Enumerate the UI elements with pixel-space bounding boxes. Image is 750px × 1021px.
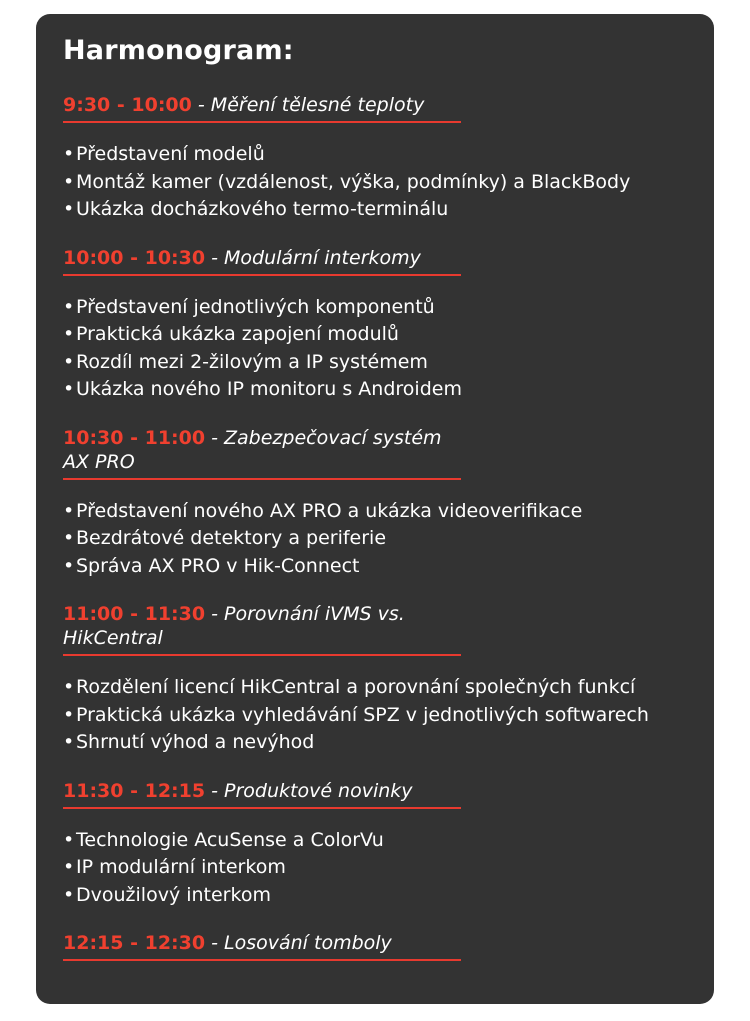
topic-items-list [63, 674, 688, 757]
time-range: 12:15 - 12:30 [63, 932, 206, 954]
list-item [63, 169, 688, 197]
topic-title: Zabezpečovací systém AX PRO [63, 426, 442, 473]
bullet-icon: • [63, 731, 75, 753]
list-item-text: Představení nového AX PRO a ukázka videoverifikace [76, 499, 583, 522]
list-item [63, 376, 688, 404]
schedule-section [63, 426, 688, 581]
bullet-icon: • [63, 676, 75, 698]
schedule-card [36, 14, 714, 1004]
separator: - [205, 246, 225, 269]
bullet-icon: • [63, 703, 75, 726]
list-item-text: Montáž kamer (vzdálenost, výška, podmínky) a BlackBody [76, 170, 631, 193]
list-item [63, 196, 688, 224]
time-slot-heading [63, 602, 461, 656]
topic-items-list [63, 827, 688, 910]
list-item [63, 674, 688, 702]
schedule-section [63, 779, 688, 910]
list-item-text: Rozdělení licencí HikCentral a porovnání společných funkcí [76, 676, 636, 698]
topic-items-list [63, 498, 688, 581]
time-range: 10:00 - 10:30 [63, 246, 206, 269]
list-item-text: Správa AX PRO v Hik-Connect [76, 554, 360, 577]
bullet-icon: • [63, 350, 75, 373]
list-item [63, 854, 688, 882]
bullet-icon: • [63, 499, 75, 522]
list-item-text: Praktická ukázka vyhledávání SPZ v jednotlivých softwarech [76, 703, 649, 726]
bullet-icon: • [63, 856, 75, 878]
bullet-icon: • [63, 828, 75, 851]
list-item-text: Představení jednotlivých komponentů [76, 295, 435, 318]
list-item [63, 882, 688, 910]
list-item-text: IP modulární interkom [76, 856, 286, 878]
list-item-text: Praktická ukázka zapojení modulů [76, 323, 399, 345]
list-item-text: Dvoužilový interkom [76, 883, 271, 906]
time-range: 11:30 - 12:15 [63, 779, 206, 802]
list-item-text: Představení modelů [76, 143, 265, 165]
separator: - [191, 94, 211, 116]
list-item [63, 702, 688, 730]
topic-items-list [63, 294, 688, 404]
bullet-icon: • [63, 554, 75, 577]
separator: - [205, 779, 225, 802]
bullet-icon: • [63, 883, 75, 906]
list-item [63, 349, 688, 377]
bullet-icon: • [63, 378, 75, 400]
list-item [63, 321, 688, 349]
list-item-text: Shrnutí výhod a nevýhod [76, 731, 315, 753]
list-item [63, 553, 688, 581]
list-item [63, 827, 688, 855]
list-item [63, 294, 688, 322]
separator: - [205, 932, 225, 954]
list-item-text: Bezdrátové detektory a periferie [76, 527, 387, 549]
topic-title: Losování tomboly [224, 932, 392, 954]
separator: - [205, 426, 225, 449]
list-item-text: Rozdíl mezi 2-žilovým a IP systémem [76, 350, 428, 373]
bullet-icon: • [63, 170, 75, 193]
list-item-text: Technologie AcuSense a ColorVu [76, 828, 384, 851]
bullet-icon: • [63, 323, 75, 345]
topic-title: Porovnání iVMS vs. HikCentral [63, 603, 405, 649]
list-item [63, 729, 688, 757]
schedule-title: Harmonogram: [63, 35, 294, 66]
bullet-icon: • [63, 143, 75, 165]
bullet-icon: • [63, 198, 75, 220]
bullet-icon: • [63, 527, 75, 549]
list-item [63, 498, 688, 526]
separator: - [205, 603, 225, 625]
bullet-icon: • [63, 295, 75, 318]
schedule-section [63, 246, 688, 404]
time-slot-heading [63, 426, 461, 480]
topic-title: Modulární interkomy [224, 246, 421, 269]
list-item-text: Ukázka nového IP monitoru s Androidem [76, 378, 462, 400]
time-range: 11:00 - 11:30 [63, 603, 206, 625]
time-slot-heading [63, 246, 461, 276]
schedule-section [63, 93, 688, 224]
topic-title: Měření tělesné teploty [210, 94, 425, 116]
schedule-section [63, 931, 688, 961]
time-range: 10:30 - 11:00 [63, 426, 206, 449]
time-range: 9:30 - 10:00 [63, 94, 192, 116]
list-item [63, 141, 688, 169]
schedule-section [63, 602, 688, 757]
time-slot-heading [63, 931, 461, 961]
time-slot-heading [63, 779, 461, 809]
time-slot-heading [63, 93, 461, 123]
topic-title: Produktové novinky [224, 779, 413, 802]
list-item [63, 525, 688, 553]
schedule-sections [63, 93, 688, 961]
topic-items-list [63, 141, 688, 224]
list-item-text: Ukázka docházkového termo-terminálu [76, 198, 449, 220]
